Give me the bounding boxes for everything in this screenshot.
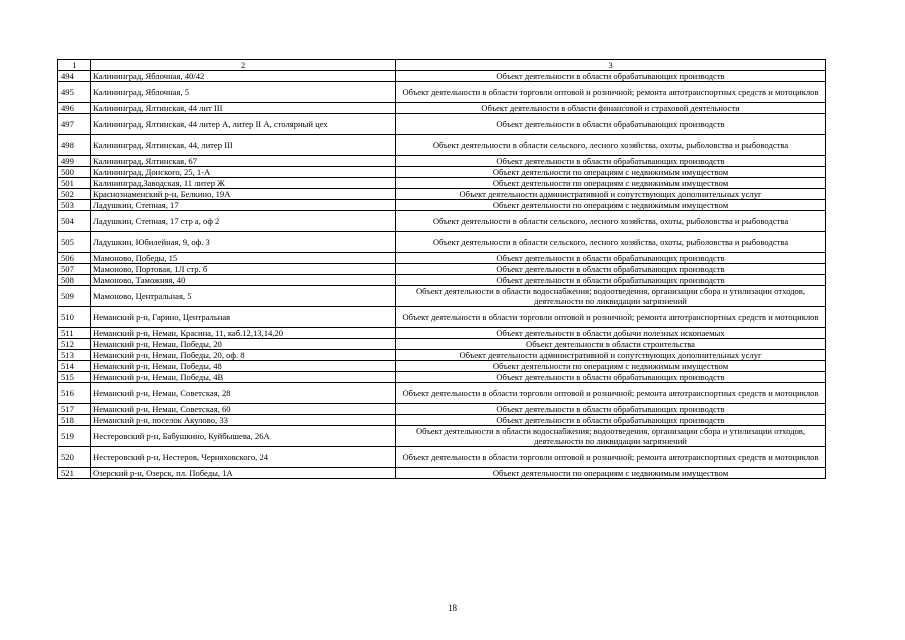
row-address: Неманский р-н, Неман, Победы, 48: [91, 361, 396, 372]
row-number: 513: [58, 350, 91, 361]
row-activity: Объект деятельности в области строительства: [396, 339, 826, 350]
row-activity: Объект деятельности по операциям с недвижимым имуществом: [396, 361, 826, 372]
table-row: [58, 286, 826, 307]
table-header-row: [58, 60, 826, 71]
table-row: [58, 103, 826, 114]
row-address: Калининград, Яблочная, 5: [91, 82, 396, 103]
row-activity: Объект деятельности в области торговли оптовой и розничной; ремонта автотранспортных средств и мотоциклов: [396, 82, 826, 103]
table-row: [58, 253, 826, 264]
row-number: 505: [58, 232, 91, 253]
row-activity: Объект деятельности по операциям с недвижимым имуществом: [396, 200, 826, 211]
row-address: Неманский р-н, Гарино, Центральная: [91, 307, 396, 328]
row-activity: Объект деятельности по операциям с недвижимым имуществом: [396, 468, 826, 479]
table-row: [58, 361, 826, 372]
table-row: [58, 211, 826, 232]
row-address: Мамоново, Центральная, 5: [91, 286, 396, 307]
row-address: Нестеровский р-н, Бабушкино, Куйбышева, 26А: [91, 426, 396, 447]
table-row: [58, 426, 826, 447]
row-address: Калининград, Донского, 25, 1-А: [91, 167, 396, 178]
row-activity: Объект деятельности в области обрабатывающих производств: [396, 264, 826, 275]
row-activity: Объект деятельности в области торговли оптовой и розничной; ремонта автотранспортных средств и мотоциклов: [396, 307, 826, 328]
row-address: Неманский р-н, Неман, Победы, 20, оф. 8: [91, 350, 396, 361]
row-address: Неманский р-н, Неман, Советская, 28: [91, 383, 396, 404]
table-row: [58, 71, 826, 82]
row-number: 498: [58, 135, 91, 156]
row-address: Калининград, Яблочная, 40/42: [91, 71, 396, 82]
row-activity: Объект деятельности в области обрабатывающих производств: [396, 114, 826, 135]
row-number: 521: [58, 468, 91, 479]
table-row: [58, 156, 826, 167]
row-address: Калининград, Ялтинская, 67: [91, 156, 396, 167]
row-activity: Объект деятельности в области обрабатывающих производств: [396, 156, 826, 167]
row-activity: Объект деятельности в области торговли оптовой и розничной; ремонта автотранспортных средств и мотоциклов: [396, 383, 826, 404]
row-activity: Объект деятельности административной и сопутствующих дополнительных услуг: [396, 350, 826, 361]
row-number: 510: [58, 307, 91, 328]
row-activity: Объект деятельности административной и сопутствующих дополнительных услуг: [396, 189, 826, 200]
table-row: [58, 350, 826, 361]
row-address: Нестеровский р-н, Нестеров, Черняховского, 24: [91, 447, 396, 468]
register-table-body: [58, 60, 826, 479]
row-address: Неманский р-н, поселок Акулово, 33: [91, 415, 396, 426]
row-address: Калининград, Ялтинская, 44 лит III: [91, 103, 396, 114]
table-row: [58, 339, 826, 350]
row-number: 503: [58, 200, 91, 211]
row-address: Неманский р-н, Неман, Победы, 20: [91, 339, 396, 350]
row-number: 519: [58, 426, 91, 447]
row-number: 515: [58, 372, 91, 383]
table-row: [58, 167, 826, 178]
row-address: Ладушкин, Степная, 17: [91, 200, 396, 211]
row-activity: Объект деятельности в области обрабатывающих производств: [396, 415, 826, 426]
row-activity: Объект деятельности в области добычи полезных ископаемых: [396, 328, 826, 339]
row-number: 496: [58, 103, 91, 114]
row-address: Ладушкин, Степная, 17 стр а, оф 2: [91, 211, 396, 232]
row-activity: Объект деятельности в области сельского, лесного хозяйства, охоты, рыболовства и рыбоводства: [396, 232, 826, 253]
table-row: [58, 307, 826, 328]
row-activity: Объект деятельности в области торговли оптовой и розничной; ремонта автотранспортных средств и мотоциклов: [396, 447, 826, 468]
table-row: [58, 372, 826, 383]
row-number: 516: [58, 383, 91, 404]
row-number: 500: [58, 167, 91, 178]
row-number: 508: [58, 275, 91, 286]
table-row: [58, 415, 826, 426]
row-number: 494: [58, 71, 91, 82]
row-number: 502: [58, 189, 91, 200]
row-activity: Объект деятельности в области обрабатывающих производств: [396, 404, 826, 415]
row-address: Неманский р-н, Неман, Советская, 60: [91, 404, 396, 415]
table-row: [58, 328, 826, 339]
register-table: [57, 59, 826, 479]
row-number: 501: [58, 178, 91, 189]
table-row: [58, 275, 826, 286]
table-row: [58, 404, 826, 415]
row-number: 499: [58, 156, 91, 167]
table-row: [58, 468, 826, 479]
row-address: Калининград, Ялтинская, 44, литер III: [91, 135, 396, 156]
row-activity: Объект деятельности по операциям с недвижимым имуществом: [396, 167, 826, 178]
page-number: 18: [448, 603, 457, 613]
table-row: [58, 135, 826, 156]
row-address: Краснознаменский р-н, Белкино, 19А: [91, 189, 396, 200]
table-row: [58, 232, 826, 253]
row-activity: Объект деятельности в области водоснабжения; водоотведения, организации сбора и утилизации отходов, деятельности по ликвидации загрязнений: [396, 286, 826, 307]
table-row: [58, 82, 826, 103]
header-col-2: 2: [91, 60, 396, 71]
row-activity: Объект деятельности в области сельского, лесного хозяйства, охоты, рыболовства и рыбоводства: [396, 135, 826, 156]
row-number: 504: [58, 211, 91, 232]
row-number: 520: [58, 447, 91, 468]
row-number: 495: [58, 82, 91, 103]
row-activity: Объект деятельности в области водоснабжения; водоотведения, организации сбора и утилизации отходов, деятельности по ликвидации загрязнений: [396, 426, 826, 447]
row-number: 517: [58, 404, 91, 415]
table-row: [58, 264, 826, 275]
table-row: [58, 200, 826, 211]
row-activity: Объект деятельности в области обрабатывающих производств: [396, 253, 826, 264]
row-number: 514: [58, 361, 91, 372]
row-address: Неманский р-н, Неман, Победы, 4В: [91, 372, 396, 383]
row-activity: Объект деятельности по операциям с недвижимым имуществом: [396, 178, 826, 189]
row-address: Мамоново, Портовая, 1Л стр. б: [91, 264, 396, 275]
row-activity: Объект деятельности в области обрабатывающих производств: [396, 372, 826, 383]
row-number: 497: [58, 114, 91, 135]
row-address: Неманский р-н, Неман, Красина, 11, каб.12,13,14,20: [91, 328, 396, 339]
table-row: [58, 114, 826, 135]
row-address: Мамоново, Победы, 15: [91, 253, 396, 264]
row-number: 512: [58, 339, 91, 350]
row-address: Озерский р-н, Озерск, пл. Победы, 1А: [91, 468, 396, 479]
row-number: 509: [58, 286, 91, 307]
row-activity: Объект деятельности в области обрабатывающих производств: [396, 71, 826, 82]
row-number: 507: [58, 264, 91, 275]
row-address: Калининград,Заводская, 11 литер Ж: [91, 178, 396, 189]
row-activity: Объект деятельности в области обрабатывающих производств: [396, 275, 826, 286]
table-row: [58, 178, 826, 189]
row-address: Мамоново, Таможняя, 40: [91, 275, 396, 286]
row-activity: Объект деятельности в области финансовой и страховой деятельности: [396, 103, 826, 114]
header-col-1: 1: [58, 60, 91, 71]
table-row: [58, 383, 826, 404]
row-number: 518: [58, 415, 91, 426]
table-row: [58, 189, 826, 200]
row-number: 511: [58, 328, 91, 339]
row-address: Ладушкин, Юбилейная, 9, оф. 3: [91, 232, 396, 253]
header-col-3: 3: [396, 60, 826, 71]
row-address: Калининград, Ялтинская, 44 литер А, литер II А, столярный цех: [91, 114, 396, 135]
row-number: 506: [58, 253, 91, 264]
table-row: [58, 447, 826, 468]
row-activity: Объект деятельности в области сельского, лесного хозяйства, охоты, рыболовства и рыбоводства: [396, 211, 826, 232]
